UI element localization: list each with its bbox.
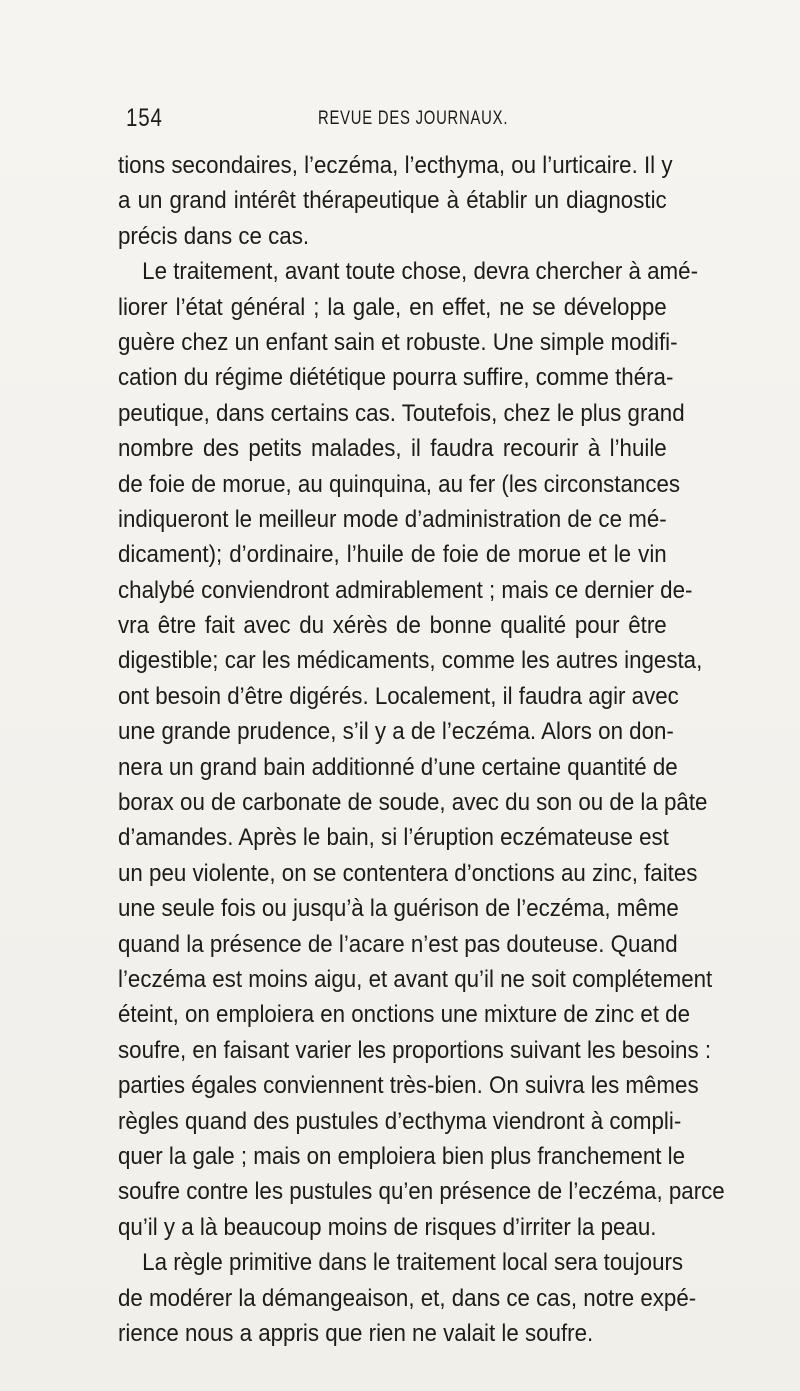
paragraph-start-line: Le traitement, avant toute chose, devra chercher à amé-	[142, 258, 699, 286]
running-head: REVUE DES JOURNAUX.	[318, 108, 509, 129]
text-line: de foie de morue, au quinquina, au fer (les circonstances	[118, 470, 681, 498]
text-line: chalybé conviendront admirablement ; mais ce dernier de-	[118, 576, 693, 604]
text-line: a un grand intérêt thérapeutique à établir un diagnostic	[118, 187, 667, 215]
text-line: précis dans ce cas.	[118, 222, 310, 250]
text-line: digestible; car les médicaments, comme les autres ingesta,	[118, 647, 703, 675]
text-line: nera un grand bain additionné d’une certaine quantité de	[118, 753, 678, 781]
text-line: borax ou de carbonate de soude, avec du son ou de la pâte	[118, 789, 708, 817]
text-line: tions secondaires, l’eczéma, l’ecthyma, ou l’urticaire. Il y	[118, 152, 673, 179]
text-line: quand la présence de l’acare n’est pas douteuse. Quand	[118, 930, 678, 958]
text-line: vra être fait avec du xérès de bonne qualité pour être	[118, 612, 667, 640]
text-line: liorer l’état général ; la gale, en effet, ne se développe	[118, 293, 667, 321]
text-line: rience nous a appris que rien ne valait le soufre.	[118, 1319, 594, 1347]
page-header	[118, 104, 708, 140]
text-line: d’amandes. Après le bain, si l’éruption eczémateuse est	[118, 824, 669, 852]
body-text	[118, 148, 725, 1351]
page-number: 154	[126, 104, 163, 132]
text-line: qu’il y a là beaucoup moins de risques d’irriter la peau.	[118, 1213, 657, 1241]
text-line: quer la gale ; mais on emploiera bien plus franchement le	[118, 1142, 686, 1170]
text-line: nombre des petits malades, il faudra recourir à l’huile	[118, 435, 667, 463]
text-line: ont besoin d’être digérés. Localement, il faudra agir avec	[118, 682, 679, 710]
text-line: éteint, on emploiera en onctions une mixture de zinc et de	[118, 1001, 690, 1029]
text-line: soufre contre les pustules qu’en présence de l’eczéma, parce	[118, 1178, 725, 1206]
paragraph-start-line: La règle primitive dans le traitement local sera toujours	[142, 1249, 684, 1277]
text-line: règles quand des pustules d’ecthyma viendront à compli-	[118, 1107, 682, 1135]
text-line: peutique, dans certains cas. Toutefois, chez le plus grand	[118, 399, 685, 427]
text-line: parties égales conviennent très-bien. On suivra les mêmes	[118, 1072, 699, 1100]
text-line: soufre, en faisant varier les proportions suivant les besoins :	[118, 1036, 712, 1064]
text-line: une grande prudence, s’il y a de l’eczéma. Alors on don-	[118, 718, 674, 746]
text-line: dicament); d’ordinaire, l’huile de foie de morue et le vin	[118, 541, 667, 569]
text-line: indiqueront le meilleur mode d’administration de ce mé-	[118, 505, 667, 533]
text-line: de modérer la démangeaison, et, dans ce cas, notre expé-	[118, 1284, 697, 1312]
text-line: guère chez un enfant sain et robuste. Une simple modifi-	[118, 328, 678, 356]
text-line: l’eczéma est moins aigu, et avant qu’il ne soit complétement	[118, 965, 713, 993]
text-line: une seule fois ou jusqu’à la guérison de l’eczéma, même	[118, 895, 679, 923]
text-line: un peu violente, on se contentera d’onctions au zinc, faites	[118, 859, 698, 887]
text-line: cation du régime diététique pourra suffire, comme théra-	[118, 364, 674, 392]
